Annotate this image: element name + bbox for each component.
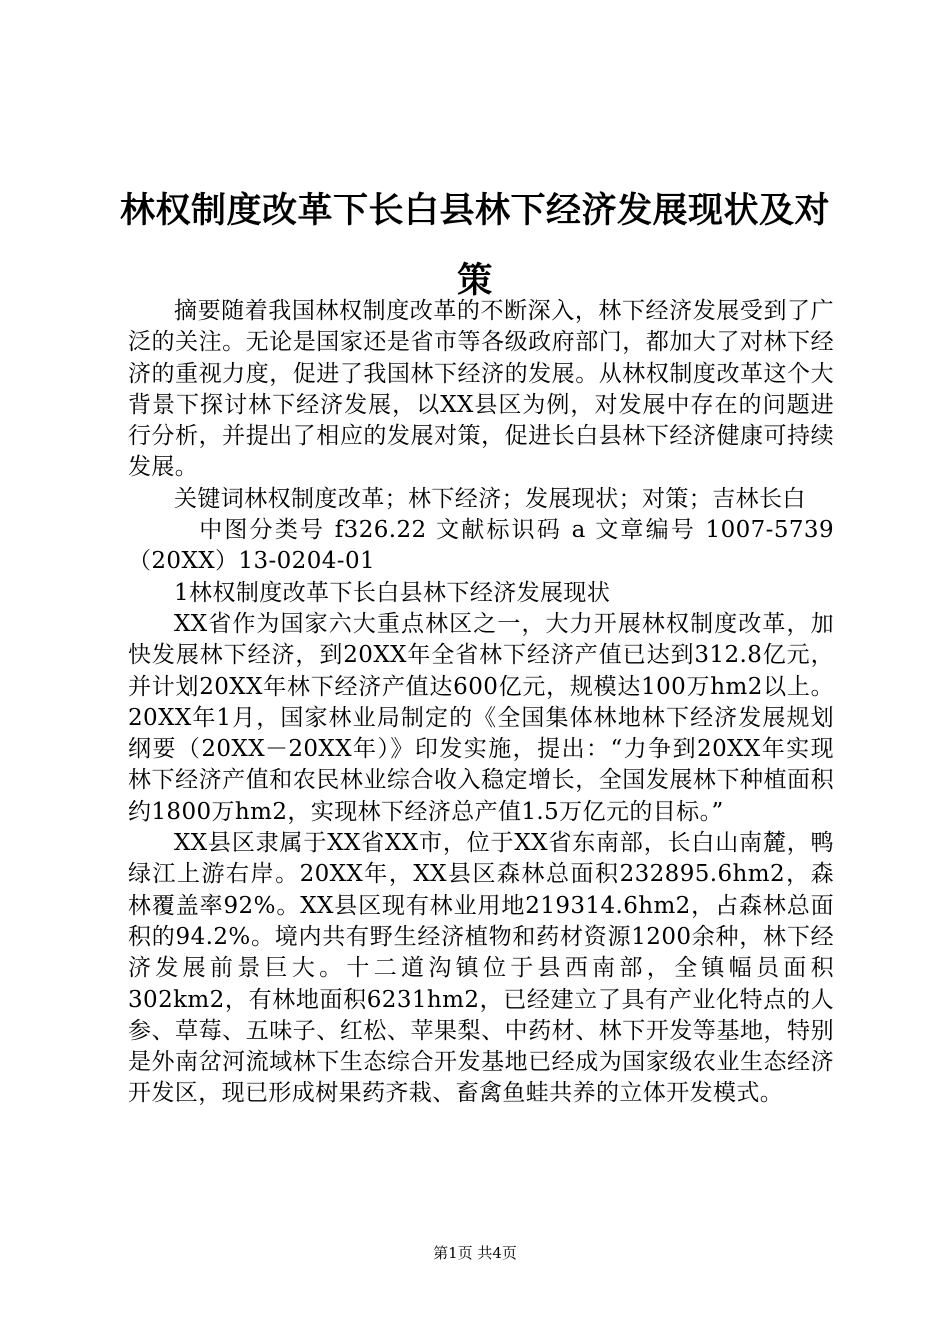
classification-paragraph: 中图分类号 f326.22 文献标识码 a 文章编号 1007-5739（20XX）13-0204-01 [128, 517, 834, 575]
document-body [128, 296, 834, 1110]
abstract-paragraph: 摘要随着我国林权制度改革的不断深入，林下经济发展受到了广泛的关注。无论是国家还是省市等各级政府部门，都加大了对林下经济的重视力度，促进了我国林下经济的发展。从林权制度改革这个大背景下探讨林下经济发展，以XX县区为例，对发展中存在的问题进行分析，并提出了相应的发展对策，促进长白县林下经济健康可持续发展。 [128, 298, 834, 481]
body-paragraph: XX省作为国家六大重点林区之一，大力开展林权制度改革，加快发展林下经济，到20XX年全省林下经济产值已达到312.8亿元，并计划20XX年林下经济产值达600亿元，规模达100万hm2以上。20XX年1月，国家林业局制定的《全国集体林地林下经济发展规划纲要（20XX－20XX年）》印发实施，提出：“力争到20XX年实现林下经济产值和农民林业综合收入稳定增长，全国发展林下种植面积约1800万hm2，实现林下经济总产值1.5万亿元的目标。” [128, 610, 834, 825]
document-title: 林权制度改革下长白县林下经济发展现状及对策 [119, 190, 830, 301]
section-heading: 1林权制度改革下长白县林下经济发展现状 [174, 579, 611, 606]
keywords-paragraph: 关键词林权制度改革；林下经济；发展现状；对策；吉林长白 [174, 485, 806, 512]
body-paragraph: XX县区隶属于XX省XX市，位于XX省东南部，长白山南麓，鸭绿江上游右岸。20XX年，XX县区森林总面积232895.6hm2，森林覆盖率92%。XX县区现有林业用地219314.6hm2，占森林总面积的94.2%。境内共有野生经济植物和药材资源1200余种，林下经济发展前景巨大。十二道沟镇位于县西南部，全镇幅员面积302km2，有林地面积6231hm2，已经建立了具有产业化特点的人参、草莓、五味子、红松、苹果梨、中药材、林下开发等基地，特别是外南岔河流域林下生态综合开发基地已经成为国家级农业生态经济开发区，现已形成树果药齐栽、畜禽鱼蛙共养的立体开发模式。 [128, 830, 834, 1107]
page-footer: 第1页 共4页 [433, 1244, 517, 1262]
